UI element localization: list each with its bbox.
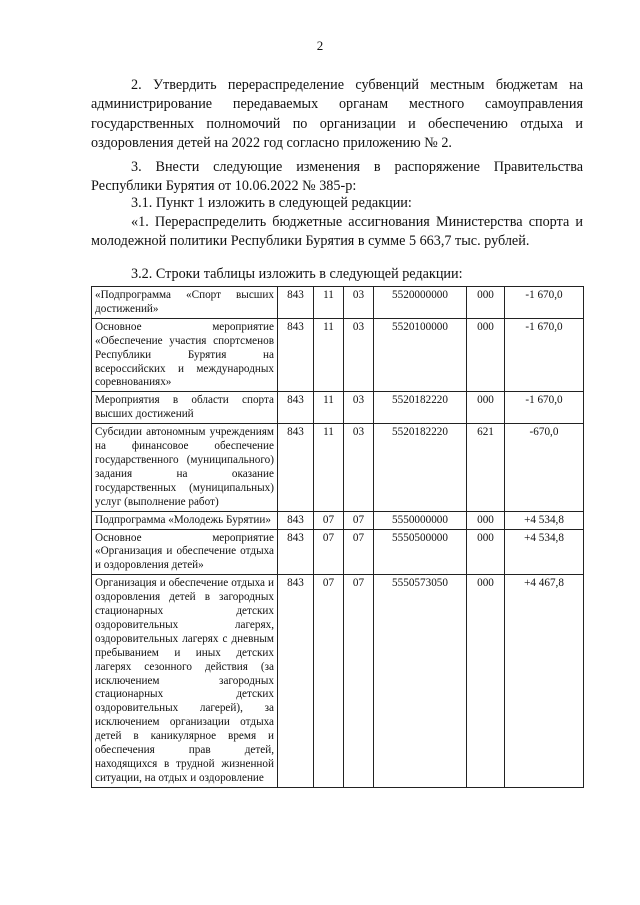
row-subsection: 07 [344, 511, 374, 529]
row-section: 07 [314, 529, 344, 575]
row-section: 11 [314, 318, 344, 392]
budget-table [91, 286, 584, 788]
row-expense-type: 621 [467, 424, 505, 511]
row-name: Основное мероприятие «Обеспечение участия спортсменов Республики Бурятия на всероссийских и международных соревнованиях» [92, 318, 278, 392]
row-section: 11 [314, 287, 344, 319]
row-name: Организация и обеспечение отдыха и оздоровления детей в загородных стационарных детских оздоровительных лагерях, оздоровительных лагерях с дневным пребыванием и иных детских лагерях сезонного действия (за исключением загородных стационарных детских оздоровительных лагерей), за исключением организации отдыха детей в каникулярное время и обеспечения прав детей, находящихся в трудной жизненной ситуации, на отдых и оздоровление [92, 575, 278, 788]
row-amount: -670,0 [505, 424, 584, 511]
paragraph-3-1 [91, 194, 583, 213]
table-row [92, 424, 584, 511]
row-target-article: 5520182220 [374, 392, 467, 424]
row-name: Субсидии автономным учреждениям на финансовое обеспечение государственного (муниципального) задания на оказание государственных (муниципальных) услуг (выполнение работ) [92, 424, 278, 511]
paragraph-3 [91, 158, 583, 197]
row-amount: -1 670,0 [505, 392, 584, 424]
table-row [92, 529, 584, 575]
row-name: «Подпрограмма «Спорт высших достижений» [92, 287, 278, 319]
row-section: 11 [314, 424, 344, 511]
paragraph-3-1-quote-text: «1. Перераспределить бюджетные ассигнования Министерства спорта и молодежной политики Республики Бурятия в сумме 5 663,7 тыс. рублей. [91, 214, 583, 250]
paragraph-2 [91, 76, 583, 154]
row-section: 07 [314, 575, 344, 788]
row-target-article: 5550000000 [374, 511, 467, 529]
page-number: 2 [316, 38, 324, 53]
row-name: Подпрограмма «Молодежь Бурятии» [92, 511, 278, 529]
row-target-article: 5550500000 [374, 529, 467, 575]
paragraph-3-1-quote [91, 213, 583, 252]
row-grbs: 843 [278, 424, 314, 511]
row-expense-type: 000 [467, 287, 505, 319]
row-subsection: 03 [344, 392, 374, 424]
row-target-article: 5520000000 [374, 287, 467, 319]
row-target-article: 5520182220 [374, 424, 467, 511]
row-expense-type: 000 [467, 318, 505, 392]
row-subsection: 03 [344, 287, 374, 319]
row-subsection: 03 [344, 318, 374, 392]
table-row [92, 318, 584, 392]
row-subsection: 03 [344, 424, 374, 511]
row-amount: +4 534,8 [505, 529, 584, 575]
row-section: 07 [314, 511, 344, 529]
row-grbs: 843 [278, 529, 314, 575]
row-grbs: 843 [278, 318, 314, 392]
row-target-article: 5520100000 [374, 318, 467, 392]
row-grbs: 843 [278, 287, 314, 319]
row-expense-type: 000 [467, 511, 505, 529]
row-amount: -1 670,0 [505, 287, 584, 319]
row-grbs: 843 [278, 511, 314, 529]
row-amount: +4 534,8 [505, 511, 584, 529]
row-grbs: 843 [278, 392, 314, 424]
paragraph-3-text: 3. Внести следующие изменения в распоряжение Правительства Республики Бурятия от 10.06.2022 № 385-р: [91, 159, 583, 195]
row-name: Мероприятия в области спорта высших достижений [92, 392, 278, 424]
row-target-article: 5550573050 [374, 575, 467, 788]
paragraph-2-text: 2. Утвердить перераспределение субвенций местным бюджетам на администрирование передаваемых органам местного самоуправления государственных полномочий по организации и обеспечению отдыха и оздоровления детей на 2022 год согласно приложению № 2. [91, 77, 583, 152]
table-row [92, 575, 584, 788]
row-subsection: 07 [344, 575, 374, 788]
paragraph-3-2 [91, 265, 583, 284]
row-grbs: 843 [278, 575, 314, 788]
row-amount: +4 467,8 [505, 575, 584, 788]
table-row [92, 511, 584, 529]
table-row [92, 392, 584, 424]
row-amount: -1 670,0 [505, 318, 584, 392]
row-expense-type: 000 [467, 392, 505, 424]
paragraph-3-2-text: 3.2. Строки таблицы изложить в следующей редакции: [131, 266, 463, 282]
paragraph-3-1-text: 3.1. Пункт 1 изложить в следующей редакции: [131, 195, 412, 211]
row-name: Основное мероприятие «Организация и обеспечение отдыха и оздоровления детей» [92, 529, 278, 575]
row-expense-type: 000 [467, 575, 505, 788]
table-row [92, 287, 584, 319]
row-section: 11 [314, 392, 344, 424]
row-expense-type: 000 [467, 529, 505, 575]
row-subsection: 07 [344, 529, 374, 575]
